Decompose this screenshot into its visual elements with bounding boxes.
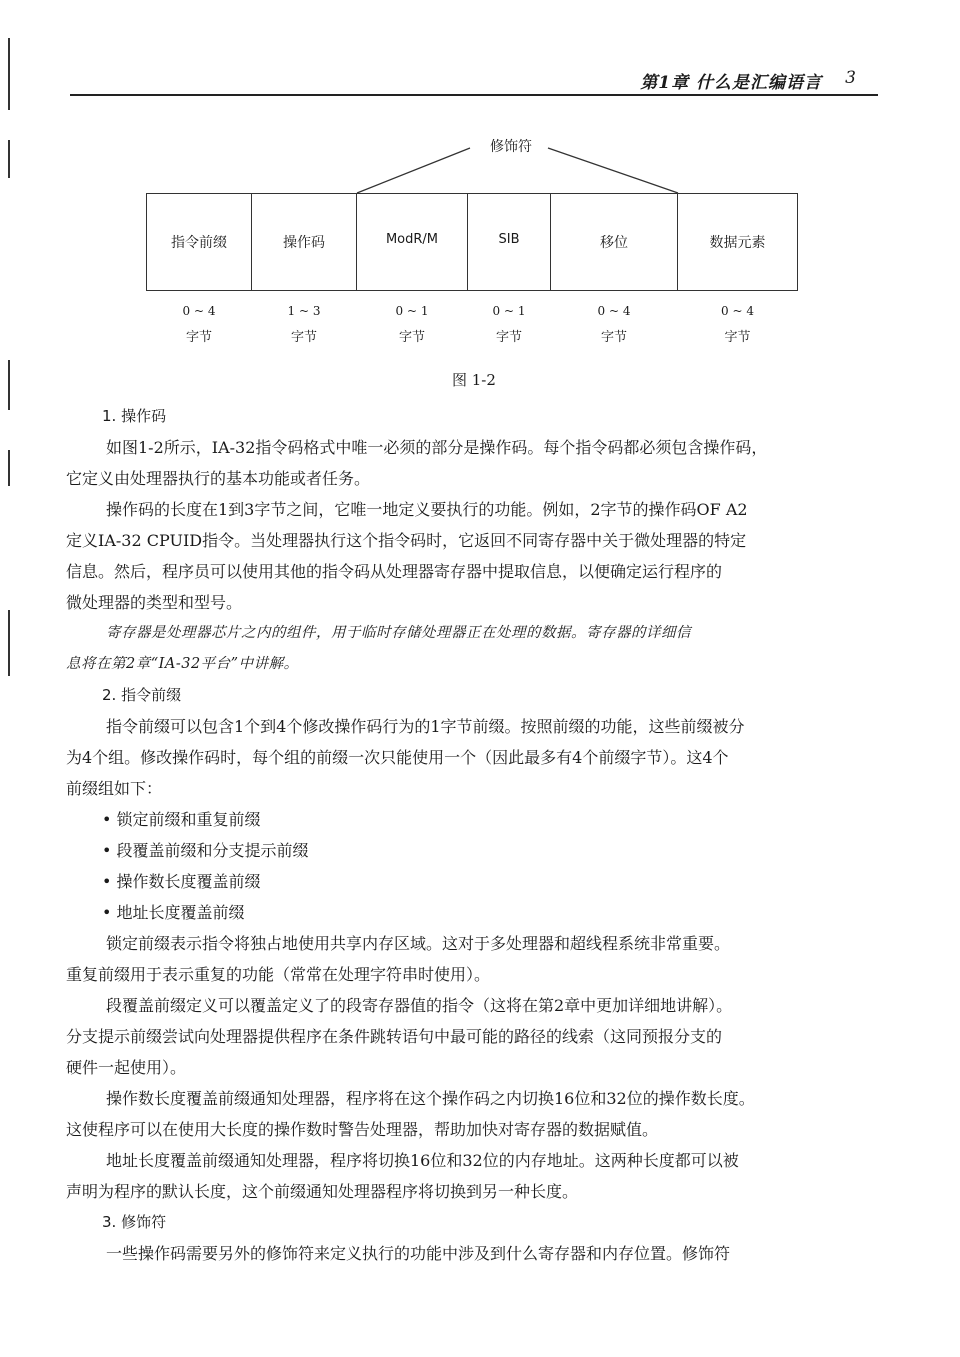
note-line: 寄存器是处理器芯片之内的组件，用于临时存储处理器正在处理的数据。寄存器的详细信 bbox=[106, 625, 691, 641]
paragraph-line: 声明为程序的默认长度，这个前缀通知处理器程序将切换到另一种长度。 bbox=[66, 1182, 579, 1201]
box-label: ModR/M bbox=[385, 232, 439, 247]
paragraph-line: 一些操作码需要另外的修饰符来定义执行的功能中涉及到什么寄存器和内存位置。修饰符 bbox=[106, 1244, 731, 1263]
paragraph-line: 地址长度覆盖前缀通知处理器，程序将切换16位和32位的内存地址。这两种长度都可以被 bbox=[106, 1151, 739, 1170]
paragraph-line: 信息。然后，程序员可以使用其他的指令码从处理器寄存器中提取信息，以便确定运行程序的 bbox=[66, 562, 723, 581]
chapter-title: 第1章 什么是汇编语言 bbox=[640, 73, 822, 93]
modifier-label: 修饰符 bbox=[490, 139, 532, 155]
paragraph-line: 如图1-2所示，IA-32指令码格式中唯一必须的部分是操作码。每个指令码都必须包含操作码， bbox=[106, 438, 768, 457]
paragraph-line: 这使程序可以在使用大长度的操作数时警告处理器，帮助加快对寄存器的数据赋值。 bbox=[66, 1120, 659, 1139]
instruction-format-figure bbox=[0, 120, 960, 400]
box-unit: 字节 bbox=[290, 330, 317, 345]
box-size: 0 ~ 4 bbox=[597, 304, 631, 318]
bullet-item: • 段覆盖前缀和分支提示前缀 bbox=[102, 841, 309, 860]
box-size: 0 ~ 1 bbox=[492, 304, 526, 318]
note-line: 息将在第2章“IA-32平台”中讲解。 bbox=[66, 656, 299, 672]
paragraph-line: 段覆盖前缀定义可以覆盖定义了的段寄存器值的指令（这将在第2章中更加详细地讲解）。 bbox=[106, 996, 733, 1015]
box-unit: 字节 bbox=[495, 330, 522, 345]
paragraph-line: 操作数长度覆盖前缀通知处理器，程序将在这个操作码之内切换16位和32位的操作数长度。 bbox=[106, 1089, 755, 1108]
paragraph-line: 为4个组。修改操作码时，每个组的前缀一次只能使用一个（因此最多有4个前缀字节）。这4个 bbox=[66, 748, 729, 767]
box-unit: 字节 bbox=[185, 330, 212, 345]
box-size: 0 ~ 4 bbox=[182, 304, 216, 318]
box-unit: 字节 bbox=[724, 330, 751, 345]
paragraph-line: 重复前缀用于表示重复的功能（常常在处理字符串时使用）。 bbox=[66, 965, 491, 984]
box-label: 指令前缀 bbox=[171, 235, 227, 251]
section-heading: 1. 操作码 bbox=[102, 407, 167, 425]
margin-mark bbox=[8, 450, 10, 486]
box-size: 1 ~ 3 bbox=[287, 304, 321, 318]
bullet-item: • 操作数长度覆盖前缀 bbox=[102, 872, 261, 891]
paragraph-line: 它定义由处理器执行的基本功能或者任务。 bbox=[66, 469, 371, 488]
paragraph-line: 锁定前缀表示指令将独占地使用共享内存区域。这对于多处理器和超线程系统非常重要。 bbox=[106, 934, 731, 953]
box-label: SIB bbox=[498, 232, 520, 247]
margin-mark bbox=[8, 38, 10, 110]
paragraph-line: 分支提示前缀尝试向处理器提供程序在条件跳转语句中最可能的路径的线索（这同预报分支的 bbox=[66, 1027, 723, 1046]
paragraph-line: 定义IA-32 CPUID指令。当处理器执行这个指令码时，它返回不同寄存器中关于微处理器的特定 bbox=[66, 531, 747, 550]
page-number: 3 bbox=[845, 68, 856, 88]
body-text bbox=[66, 401, 878, 1269]
box-unit: 字节 bbox=[398, 330, 425, 345]
paragraph-line: 操作码的长度在1到3字节之间，它唯一地定义要执行的功能。例如，2字节的操作码OF A2 bbox=[106, 500, 748, 519]
paragraph-line: 指令前缀可以包含1个到4个修改操作码行为的1字节前缀。按照前缀的功能，这些前缀被分 bbox=[106, 717, 745, 736]
bullet-item: • 锁定前缀和重复前缀 bbox=[102, 810, 261, 829]
box-label: 数据元素 bbox=[709, 235, 766, 251]
bullet-item: • 地址长度覆盖前缀 bbox=[102, 903, 245, 922]
running-header bbox=[70, 62, 878, 96]
margin-mark bbox=[8, 610, 10, 676]
box-label: 操作码 bbox=[283, 235, 325, 251]
box-size: 0 ~ 4 bbox=[721, 304, 754, 318]
box-size: 0 ~ 1 bbox=[395, 304, 429, 318]
paragraph-line: 前缀组如下： bbox=[66, 779, 163, 798]
box-unit: 字节 bbox=[600, 330, 627, 345]
section-heading: 2. 指令前缀 bbox=[102, 686, 182, 704]
section-heading: 3. 修饰符 bbox=[102, 1213, 167, 1231]
box-label: 移位 bbox=[600, 235, 628, 251]
paragraph-line: 微处理器的类型和型号。 bbox=[66, 593, 243, 612]
header-rule bbox=[70, 94, 878, 96]
paragraph-line: 硬件一起使用）。 bbox=[66, 1058, 187, 1077]
figure-caption: 图 1-2 bbox=[452, 371, 496, 389]
